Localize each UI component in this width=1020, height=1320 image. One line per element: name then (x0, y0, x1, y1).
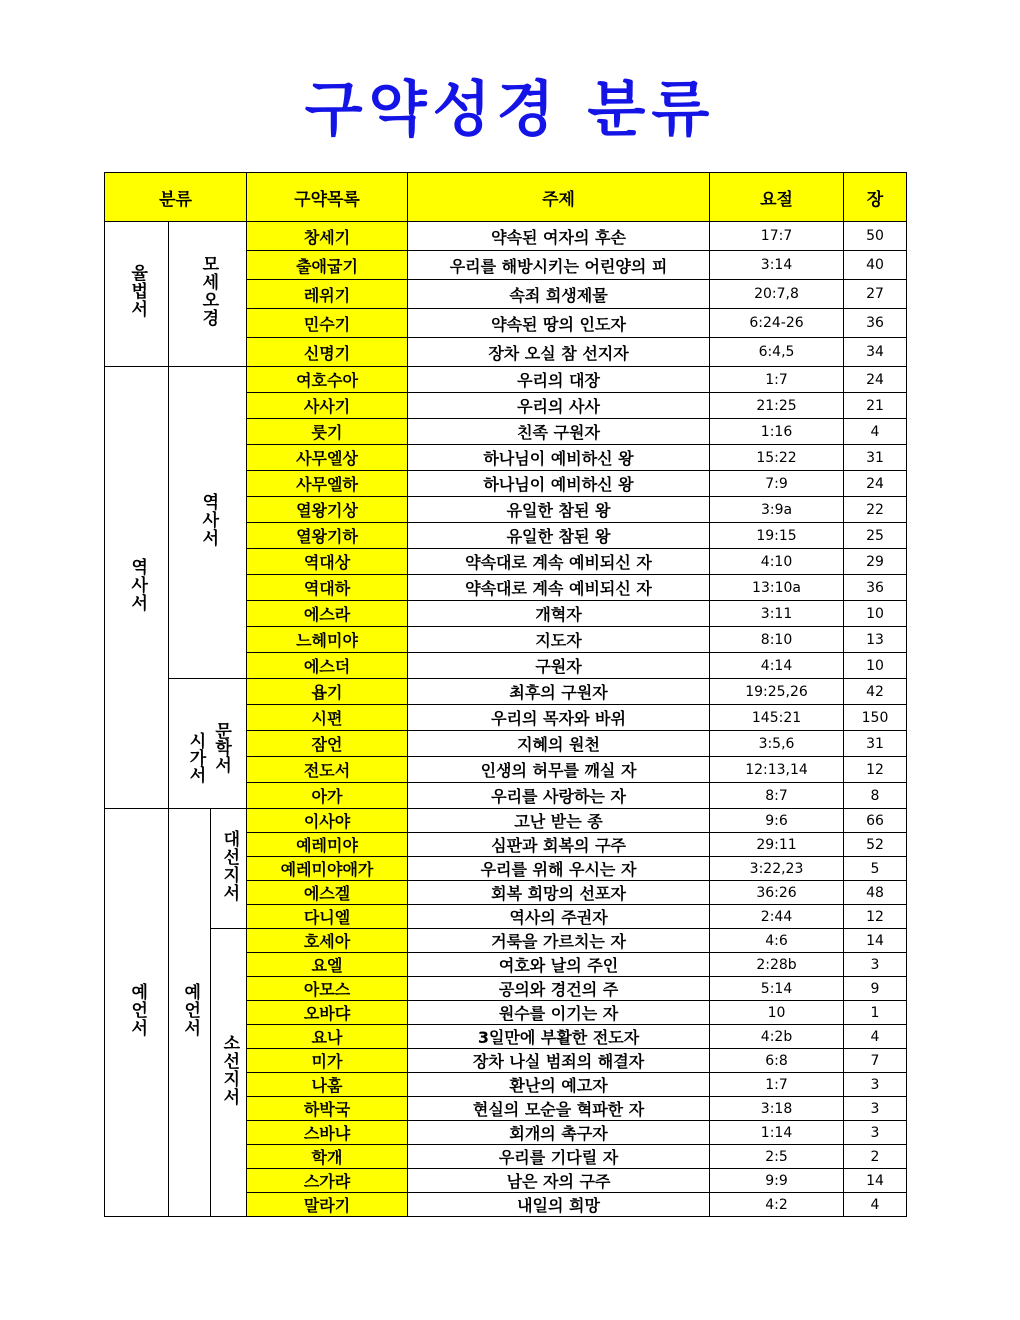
chapter-count: 25 (844, 523, 907, 549)
book-name: 나훔 (247, 1073, 408, 1097)
book-name: 에스더 (247, 653, 408, 679)
chapter-count: 21 (844, 393, 907, 419)
key-verse: 4:10 (710, 549, 844, 575)
key-verse: 8:7 (710, 783, 844, 809)
book-theme: 우리의 목자와 바위 (408, 705, 710, 731)
chapter-count: 13 (844, 627, 907, 653)
key-verse: 1:16 (710, 419, 844, 445)
chapter-count: 2 (844, 1145, 907, 1169)
group-history-label: 역사서 (127, 557, 148, 612)
book-name: 학개 (247, 1145, 408, 1169)
book-theme: 우리의 대장 (408, 367, 710, 393)
key-verse: 6:8 (710, 1049, 844, 1073)
book-name: 호세아 (247, 929, 408, 953)
chapter-count: 24 (844, 367, 907, 393)
header-row (105, 173, 907, 222)
group-history-sub-label: 역사서 (198, 492, 219, 547)
book-name: 예레미야 (247, 833, 408, 857)
book-name: 여호수아 (247, 367, 408, 393)
old-testament-table (104, 172, 907, 1217)
book-name: 전도서 (247, 757, 408, 783)
header-verse: 요절 (710, 173, 844, 222)
key-verse: 9:9 (710, 1169, 844, 1193)
chapter-count: 1 (844, 1001, 907, 1025)
chapter-count: 36 (844, 575, 907, 601)
key-verse: 4:2b (710, 1025, 844, 1049)
chapter-count: 22 (844, 497, 907, 523)
key-verse: 3:18 (710, 1097, 844, 1121)
table-row (105, 809, 907, 833)
group-prophets-label: 예언서 (127, 982, 148, 1037)
chapter-count: 50 (844, 222, 907, 251)
book-theme: 장차 오실 참 선지자 (408, 338, 710, 367)
book-theme: 역사의 주권자 (408, 905, 710, 929)
key-verse: 15:22 (710, 445, 844, 471)
book-theme: 유일한 참된 왕 (408, 497, 710, 523)
chapter-count: 31 (844, 445, 907, 471)
book-name: 레위기 (247, 280, 408, 309)
book-theme: 지도자 (408, 627, 710, 653)
chapter-count: 4 (844, 1025, 907, 1049)
key-verse: 5:14 (710, 977, 844, 1001)
chapter-count: 48 (844, 881, 907, 905)
book-name: 느헤미야 (247, 627, 408, 653)
chapter-count: 12 (844, 905, 907, 929)
key-verse: 2:5 (710, 1145, 844, 1169)
book-theme: 환난의 예고자 (408, 1073, 710, 1097)
group-pentateuch (169, 222, 247, 367)
group-pentateuch-label: 모세오경 (198, 255, 219, 328)
group-prophets (105, 809, 169, 1217)
group-history-sub (169, 367, 247, 679)
key-verse: 21:25 (710, 393, 844, 419)
book-theme: 우리를 위해 우시는 자 (408, 857, 710, 881)
book-name: 스가랴 (247, 1169, 408, 1193)
chapter-count: 3 (844, 1097, 907, 1121)
book-theme: 최후의 구원자 (408, 679, 710, 705)
table-row (105, 222, 907, 251)
book-name: 에스겔 (247, 881, 408, 905)
book-name: 에스라 (247, 601, 408, 627)
book-theme: 고난 받는 종 (408, 809, 710, 833)
group-law (105, 222, 169, 367)
chapter-count: 24 (844, 471, 907, 497)
key-verse: 12:13,14 (710, 757, 844, 783)
book-theme: 약속대로 계속 예비되신 자 (408, 575, 710, 601)
book-theme: 남은 자의 구주 (408, 1169, 710, 1193)
book-name: 미가 (247, 1049, 408, 1073)
header-chapters: 장 (844, 173, 907, 222)
key-verse: 29:11 (710, 833, 844, 857)
book-theme: 인생의 허무를 깨실 자 (408, 757, 710, 783)
chapter-count: 7 (844, 1049, 907, 1073)
book-theme: 우리의 사사 (408, 393, 710, 419)
book-name: 창세기 (247, 222, 408, 251)
chapter-count: 14 (844, 1169, 907, 1193)
book-name: 다니엘 (247, 905, 408, 929)
group-poetry-label: 시가서 (185, 732, 206, 783)
chapter-count: 9 (844, 977, 907, 1001)
chapter-count: 3 (844, 1121, 907, 1145)
book-name: 열왕기하 (247, 523, 408, 549)
book-name: 욥기 (247, 679, 408, 705)
chapter-count: 4 (844, 419, 907, 445)
book-name: 말라기 (247, 1193, 408, 1217)
chapter-count: 29 (844, 549, 907, 575)
table-row (105, 367, 907, 393)
chapter-count: 31 (844, 731, 907, 757)
book-theme: 회개의 촉구자 (408, 1121, 710, 1145)
key-verse: 1:14 (710, 1121, 844, 1145)
book-name: 스바냐 (247, 1121, 408, 1145)
group-prophets-sub-label: 예언서 (180, 982, 201, 1037)
key-verse: 3:5,6 (710, 731, 844, 757)
book-name: 아모스 (247, 977, 408, 1001)
group-prophets-sub (169, 809, 211, 1217)
chapter-count: 10 (844, 653, 907, 679)
book-theme: 심판과 회복의 구주 (408, 833, 710, 857)
key-verse: 2:28b (710, 953, 844, 977)
book-theme: 거룩을 가르치는 자 (408, 929, 710, 953)
group-minor-prophets (211, 929, 247, 1217)
book-name: 아가 (247, 783, 408, 809)
book-theme: 약속된 여자의 후손 (408, 222, 710, 251)
chapter-count: 3 (844, 953, 907, 977)
book-theme: 유일한 참된 왕 (408, 523, 710, 549)
chapter-count: 42 (844, 679, 907, 705)
book-theme: 우리를 사랑하는 자 (408, 783, 710, 809)
key-verse: 3:9a (710, 497, 844, 523)
key-verse: 4:2 (710, 1193, 844, 1217)
book-name: 열왕기상 (247, 497, 408, 523)
group-history (105, 367, 169, 809)
key-verse: 20:7,8 (710, 280, 844, 309)
group-minor-prophets-label: 소선지서 (219, 1033, 240, 1106)
chapter-count: 3 (844, 1073, 907, 1097)
chapter-count: 66 (844, 809, 907, 833)
chapter-count: 27 (844, 280, 907, 309)
key-verse: 4:14 (710, 653, 844, 679)
book-theme: 공의와 경건의 주 (408, 977, 710, 1001)
key-verse: 6:24-26 (710, 309, 844, 338)
book-theme: 장차 나실 범죄의 해결자 (408, 1049, 710, 1073)
book-theme: 우리를 해방시키는 어린양의 피 (408, 251, 710, 280)
chapter-count: 52 (844, 833, 907, 857)
book-name: 출애굽기 (247, 251, 408, 280)
book-name: 오바댜 (247, 1001, 408, 1025)
book-theme: 내일의 희망 (408, 1193, 710, 1217)
book-name: 역대상 (247, 549, 408, 575)
chapter-count: 4 (844, 1193, 907, 1217)
book-theme: 구원자 (408, 653, 710, 679)
chapter-count: 8 (844, 783, 907, 809)
chapter-count: 150 (844, 705, 907, 731)
group-poetry-wisdom-label: 문학서 (211, 722, 232, 773)
chapter-count: 14 (844, 929, 907, 953)
key-verse: 2:44 (710, 905, 844, 929)
book-name: 역대하 (247, 575, 408, 601)
table-row (105, 679, 907, 705)
book-theme: 친족 구원자 (408, 419, 710, 445)
key-verse: 19:25,26 (710, 679, 844, 705)
book-theme: 속죄 희생제물 (408, 280, 710, 309)
book-name: 하박국 (247, 1097, 408, 1121)
key-verse: 3:22,23 (710, 857, 844, 881)
page-title: 구약성경 분류 (304, 75, 716, 145)
key-verse: 1:7 (710, 367, 844, 393)
book-theme: 하나님이 예비하신 왕 (408, 445, 710, 471)
book-name: 사무엘상 (247, 445, 408, 471)
key-verse: 9:6 (710, 809, 844, 833)
book-name: 사무엘하 (247, 471, 408, 497)
chapter-count: 36 (844, 309, 907, 338)
book-theme: 약속대로 계속 예비되신 자 (408, 549, 710, 575)
book-theme: 하나님이 예비하신 왕 (408, 471, 710, 497)
book-name: 룻기 (247, 419, 408, 445)
book-theme: 개혁자 (408, 601, 710, 627)
book-theme: 현실의 모순을 혁파한 자 (408, 1097, 710, 1121)
book-name: 민수기 (247, 309, 408, 338)
book-name: 예레미야애가 (247, 857, 408, 881)
group-law-label: 율법서 (127, 264, 148, 319)
book-theme: 약속된 땅의 인도자 (408, 309, 710, 338)
book-name: 이사야 (247, 809, 408, 833)
book-theme: 여호와 날의 주인 (408, 953, 710, 977)
key-verse: 3:14 (710, 251, 844, 280)
key-verse: 145:21 (710, 705, 844, 731)
key-verse: 7:9 (710, 471, 844, 497)
book-theme: 회복 희망의 선포자 (408, 881, 710, 905)
key-verse: 4:6 (710, 929, 844, 953)
header-theme: 주제 (408, 173, 710, 222)
book-theme: 우리를 기다릴 자 (408, 1145, 710, 1169)
book-name: 신명기 (247, 338, 408, 367)
header-book: 구약목록 (247, 173, 408, 222)
group-major-prophets-label: 대선지서 (219, 829, 240, 902)
chapter-count: 40 (844, 251, 907, 280)
key-verse: 3:11 (710, 601, 844, 627)
book-name: 시편 (247, 705, 408, 731)
chapter-count: 10 (844, 601, 907, 627)
book-theme: 3일만에 부활한 전도자 (408, 1025, 710, 1049)
key-verse: 8:10 (710, 627, 844, 653)
key-verse: 36:26 (710, 881, 844, 905)
book-name: 요엘 (247, 953, 408, 977)
table-row (105, 929, 907, 953)
book-name: 요나 (247, 1025, 408, 1049)
key-verse: 6:4,5 (710, 338, 844, 367)
chapter-count: 34 (844, 338, 907, 367)
group-major-prophets (211, 809, 247, 929)
key-verse: 10 (710, 1001, 844, 1025)
book-theme: 원수를 이기는 자 (408, 1001, 710, 1025)
key-verse: 13:10a (710, 575, 844, 601)
group-poetry (169, 679, 247, 809)
book-name: 사사기 (247, 393, 408, 419)
chapter-count: 12 (844, 757, 907, 783)
key-verse: 1:7 (710, 1073, 844, 1097)
key-verse: 17:7 (710, 222, 844, 251)
key-verse: 19:15 (710, 523, 844, 549)
book-theme: 지혜의 원천 (408, 731, 710, 757)
chapter-count: 5 (844, 857, 907, 881)
book-name: 잠언 (247, 731, 408, 757)
header-category: 분류 (105, 173, 247, 222)
